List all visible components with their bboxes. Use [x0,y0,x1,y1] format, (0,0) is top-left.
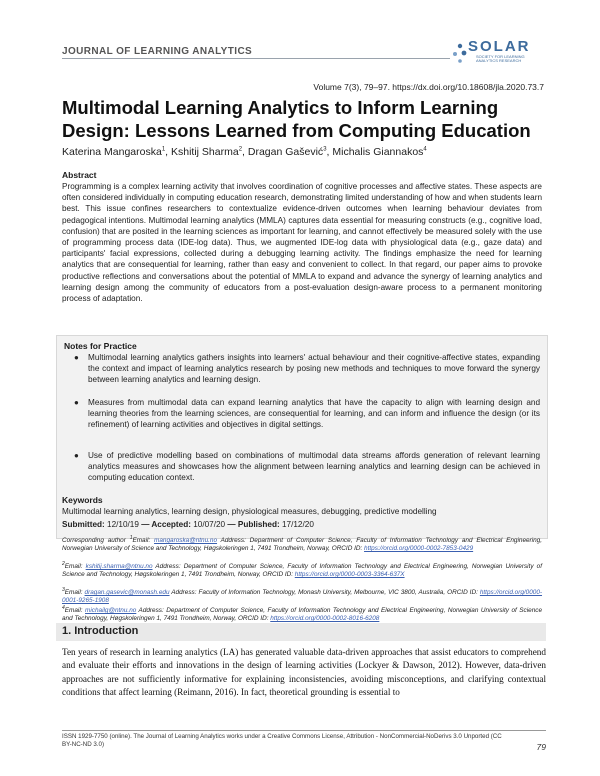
correspondence-item [62,604,542,624]
author-mark: 4 [423,146,427,153]
author-name: Kshitij Sharma [171,146,239,158]
keywords-heading: Keywords [62,495,103,505]
keywords-text: Multimodal learning analytics, learning design, physiological measures, debugging, predictive modelling [62,507,437,516]
email-link[interactable]: kshitij.sharma@ntnu.no [85,563,153,571]
corr-address: Address: Faculty of Information Technology, Monash University, Melbourne, VIC 3800, Australia, ORCID ID: [169,589,480,597]
published-label: Published: [237,520,280,529]
section-heading: 1. Introduction [62,625,139,637]
author-name: Dragan Gašević [247,146,324,158]
author-mark: 3 [323,146,327,153]
author-mark: 2 [238,146,243,153]
corr-mark: 4 [62,605,65,611]
journal-name: JOURNAL OF LEARNING ANALYTICS [62,46,253,57]
corr-mark: 3 [62,587,65,593]
license-note: ISSN 1929-7750 (online). The Journal of Learning Analytics works under a Creative Commons License, Attribution - NonCommercial-NoDerivs 3.0 Unported (CC BY-NC-ND 3.0) [62,733,502,748]
orcid-link[interactable]: https://orcid.org/0000-0002-7853-0429 [364,545,474,553]
orcid-link[interactable]: https://orcid.org/0000-0003-3364-637X [294,571,405,579]
author-list: Katerina Mangaroska$^1$, Kshitij Sharma$^2$, Dragan Gašević$^3$, Michalis Giannakos$^4$ [62,146,427,158]
accepted-label: Accepted: [151,520,191,529]
published-date: 17/12/20 [282,520,314,529]
corr-address: Address: Department of Computer Science, Faculty of Information Technology and Electrical Engineering, Norwegian University of Science and Technology, Høgskoleringen 1, 7491 Trondheim, Norway, ORCID ID: [62,607,543,623]
correspondence-item [62,560,542,580]
correspondence-item [62,586,542,606]
author-mark: 1 [161,146,166,153]
bullet-icon: ● [74,451,79,460]
corr-address: Address: Department of Computer Science, Faculty of Information Technology and Electrical Engineering, Norwegian University of Science and Technology, Høgskoleringen 1, 7491 Trondheim, Norway, ORCID ID: [62,537,542,553]
abstract-text: Programming is a complex learning activity that involves coordination of cognitive processes and affective states. These aspects are often considered individually in computing education research, demonstrating limited understanding of how and when students learn best. This issue confines researchers to contextualize evidence-driven outcomes when learning behaviour deviates from pedagogical intentions. Multimodal learning analytics (MMLA) captures data essential for measuring constructs (e.g., cognitive load, confusion) that are posited in the learning sciences as important for learning, and cannot effectively be measured solely with the use of programming process data (IDE-log data). Thus, we augmented IDE-log data with physiological data (e.g., gaze data) and participants' facial expressions, collected during a debugging learning activity. The findings emphasize the need for learning analytics that are consequential for learning, rather than easy and convenient to collect. In that regard, our paper aims to provoke productive reflections and conversations about the potential of MMLA to expand and advance the synergy of learning analytics and learning design among the community of educators from a post-evaluation design-aware process to a permanent monitoring process of adaptation. [62,182,542,304]
abstract-heading: Abstract [62,170,97,180]
accepted-date: 10/07/20 [193,520,226,529]
paper-title: Multimodal Learning Analytics to Inform Learning Design: Lessons Learned from Computing Education [62,97,531,141]
submitted-label: Submitted: [62,520,105,529]
volume-line: Volume 7(3), 79–97. https://dx.doi.org/10.18608/jla.2020.73.7 [313,82,544,92]
note-item [74,450,540,484]
solar-logo [452,38,542,68]
orcid-link[interactable]: https://orcid.org/0000-0001-9265-1908 [62,589,543,605]
introduction-text: Ten years of research in learning analytics (LA) has generated valuable data-driven approaches that assist educators to comprehend and evaluate their efforts and innovations in the design of learning activities (Lockyer & Dawson, 2012). However, data-driven approaches are not sufficiently informative for explaining inconsistencies, avoiding misconceptions, and clarifying contextual conditions that affect learning (Reimann, 2016). In fact, theoretical grounding is essential to [62,647,546,697]
corr-label: Email: [64,589,85,597]
corr-address: Address: Department of Computer Science, Faculty of Information Technology and Electrical Engineering, Norwegian University of Science and Technology, Høgskoleringen 1, 7491 Trondheim, Norway, ORCID ID: [62,563,543,579]
note-text: Measures from multimodal data can expand learning analytics that have the capacity to align with learning design and learning theories from the learning sciences, are consequential for learning, and can inform and influence the design (or its refinement) of learning activities and objectives in digital settings. [88,398,540,430]
dates-line: Submitted: 12/10/19 — Accepted: 10/07/20 — Published: 17/12/20 [62,520,314,529]
note-text: Use of predictive modelling based on combinations of multimodal data streams affords generation of relevant learning analytics measures and showcases how the alignment between learning analytics and learning design can be achieved in computing education context. [88,451,540,483]
bullet-icon: ● [74,398,79,407]
corr-label: Email: [132,537,155,545]
corr-mark: 2 [62,561,65,567]
page-number: 79 [536,742,546,752]
corr-label: Email: [64,563,86,571]
author-name: Michalis Giannakos [332,146,424,158]
email-link[interactable]: michailg@ntnu.no [85,607,137,615]
logo-subtext: SOCIETY FOR LEARNING ANALYTICS RESEARCH [476,54,525,63]
note-item [74,352,540,386]
note-item [74,397,540,431]
note-text: Multimodal learning analytics gathers insights into learners' actual behaviour and their cognitive-affective states, expanding the context and impact of learning analytics research by posing new methods and techniques to move forward the synergy between learning analytics and learning design. [88,353,540,385]
solar-logo-icon [452,40,468,66]
logo-text: SOLAR [468,38,531,55]
submitted-date: 12/10/19 [107,520,139,529]
email-link[interactable]: mangaroska@ntnu.no [154,537,218,545]
corr-mark: 1 [129,535,133,541]
footer-rule [62,730,546,731]
correspondence-item [62,534,542,554]
author-name: Katerina Mangaroska [62,146,162,158]
orcid-link[interactable]: https://orcid.org/0000-0002-8016-6208 [270,615,380,623]
header-rule [62,58,450,59]
corr-prefix: Corresponding author [62,537,130,545]
corr-label: Email: [64,607,86,615]
notes-heading: Notes for Practice [64,341,137,351]
email-link[interactable]: dragan.gasevic@monash.edu [84,589,170,597]
bullet-icon: ● [74,353,79,362]
